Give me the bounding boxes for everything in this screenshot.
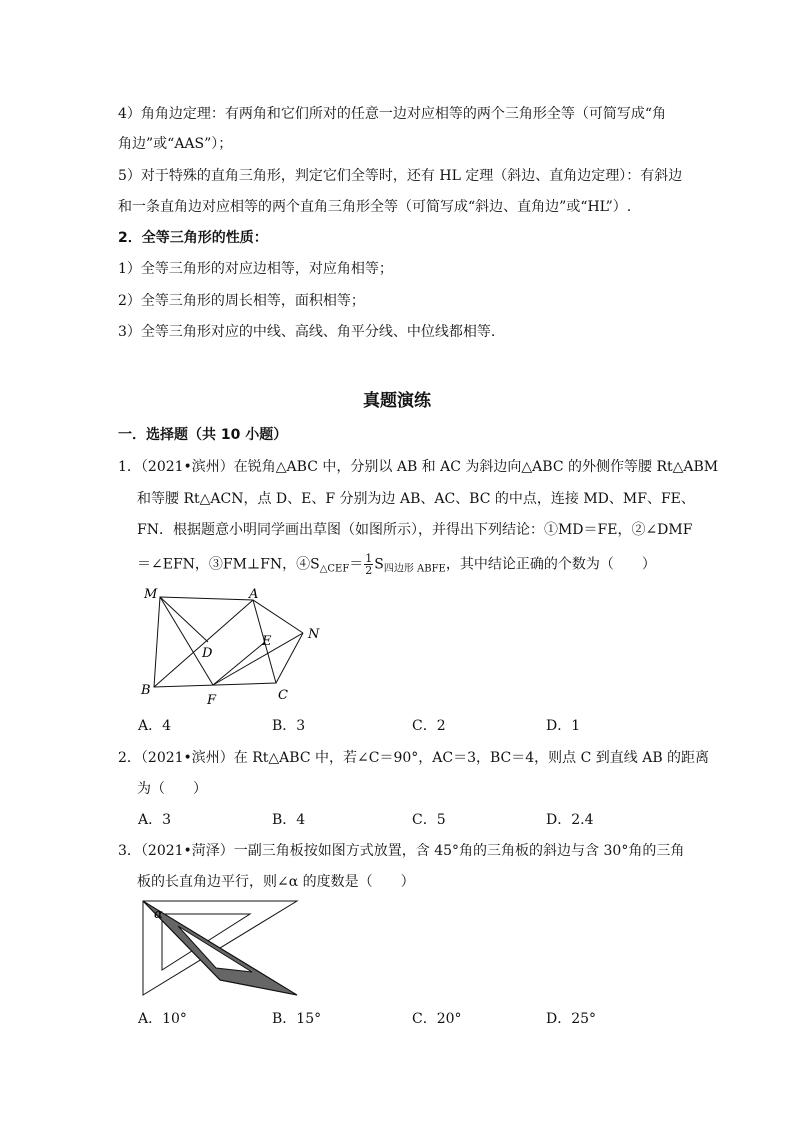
q1-line3: FN．根据题意小明同学画出草图（如图所示），并得出下列结论：①MD＝FE，②∠DMF <box>137 522 693 538</box>
label-c: C <box>278 688 288 703</box>
label-d: D <box>202 646 213 661</box>
properties-heading: 2．全等三角形的性质： <box>118 230 268 246</box>
q1-seg-fe <box>213 642 265 685</box>
q1-sub-abfe: 四边形 ABFE <box>383 563 446 575</box>
label-a: A <box>249 587 259 602</box>
label-b: B <box>141 683 151 698</box>
label-e: E <box>262 634 272 649</box>
q3-alpha: α <box>154 907 163 922</box>
q3-line2: 板的长直角边平行，则∠α 的度数是（ ） <box>137 874 415 890</box>
label-f: F <box>207 693 217 708</box>
q2-line2: 为（ ） <box>137 781 207 797</box>
label-m: M <box>144 587 158 602</box>
q3-figure <box>140 898 305 998</box>
q1-option-c[interactable]: C．2 <box>412 718 446 734</box>
q1-seg-mf <box>160 597 213 685</box>
q1-sub-cef: △CEF <box>319 563 350 575</box>
theory-aas-line2: 角边”或“AAS”）； <box>118 136 233 152</box>
theory-aas-line1: 4）角角边定理：有两角和它们所对的任意一边对应相等的两个三角形全等（可简写成“角 <box>118 106 667 122</box>
q1-option-b[interactable]: B．3 <box>272 718 306 734</box>
q3-option-c[interactable]: C．20° <box>412 1011 462 1027</box>
q1-seg-ab <box>154 600 253 687</box>
section-title: 真题演练 <box>363 391 431 411</box>
q3-option-b[interactable]: B．15° <box>272 1011 322 1027</box>
q3-option-d[interactable]: D．25° <box>546 1011 597 1027</box>
q1-seg-md <box>160 597 208 642</box>
q1-frac-den: 2 <box>365 564 373 577</box>
q3-option-a[interactable]: A．10° <box>138 1011 187 1027</box>
theory-hl-line2: 和一条直角边对应相等的两个直角三角形全等（可简写成“斜边、直角边”或“HL”）. <box>118 199 632 215</box>
q2-option-a[interactable]: A．3 <box>138 812 172 828</box>
q1-line4 <box>137 553 656 580</box>
q1-line1: 1．（2021•滨州）在锐角△ABC 中，分别以 AB 和 AC 为斜边向△ABC 的外侧作等腰 Rt△ABM <box>118 459 719 475</box>
q1-equals: ＝ <box>349 556 364 573</box>
property-2: 2）全等三角形的周长相等，面积相等； <box>118 293 365 309</box>
q3-line1: 3．（2021•菏泽）一副三角板按如图方式放置，含 45°角的三角板的斜边与含 30°角的三角 <box>118 843 685 859</box>
q1-quad-outline <box>154 597 276 687</box>
label-n: N <box>308 627 320 642</box>
q1-option-d[interactable]: D．1 <box>546 718 581 734</box>
q1-line4-text-a: ＝∠EFN，③FM⊥FN，④S <box>137 556 320 573</box>
q2-line1: 2．（2021•滨州）在 Rt△ABC 中，若∠C＝90°，AC＝3，BC＝4，则点 C 到直线 AB 的距离 <box>118 750 710 766</box>
theory-hl-line1: 5）对于特殊的直角三角形，判定它们全等时，还有 HL 定理（斜边、直角边定理）：有斜边 <box>118 168 683 184</box>
q1-line4-text-d: ，其中结论正确的个数为（ ） <box>445 556 656 573</box>
q2-option-b[interactable]: B．4 <box>272 812 306 828</box>
q1-line2: 和等腰 Rt△ACN，点 D、E、F 分别为边 AB、AC、BC 的中点，连接 MD、MF、FE、 <box>137 491 695 507</box>
q1-fraction <box>364 553 373 576</box>
property-3: 3）全等三角形对应的中线、高线、角平分线、中位线都相等. <box>118 324 496 340</box>
q1-figure <box>138 585 338 710</box>
part-heading: 一．选择题（共 10 小题） <box>118 427 288 443</box>
property-1: 1）全等三角形的对应边相等，对应角相等； <box>118 261 393 277</box>
q1-s: S <box>374 556 384 573</box>
q2-option-d[interactable]: D．2.4 <box>546 812 594 828</box>
q2-option-c[interactable]: C．5 <box>412 812 446 828</box>
q1-frac-num: 1 <box>365 552 373 565</box>
q1-option-a[interactable]: A．4 <box>138 718 172 734</box>
